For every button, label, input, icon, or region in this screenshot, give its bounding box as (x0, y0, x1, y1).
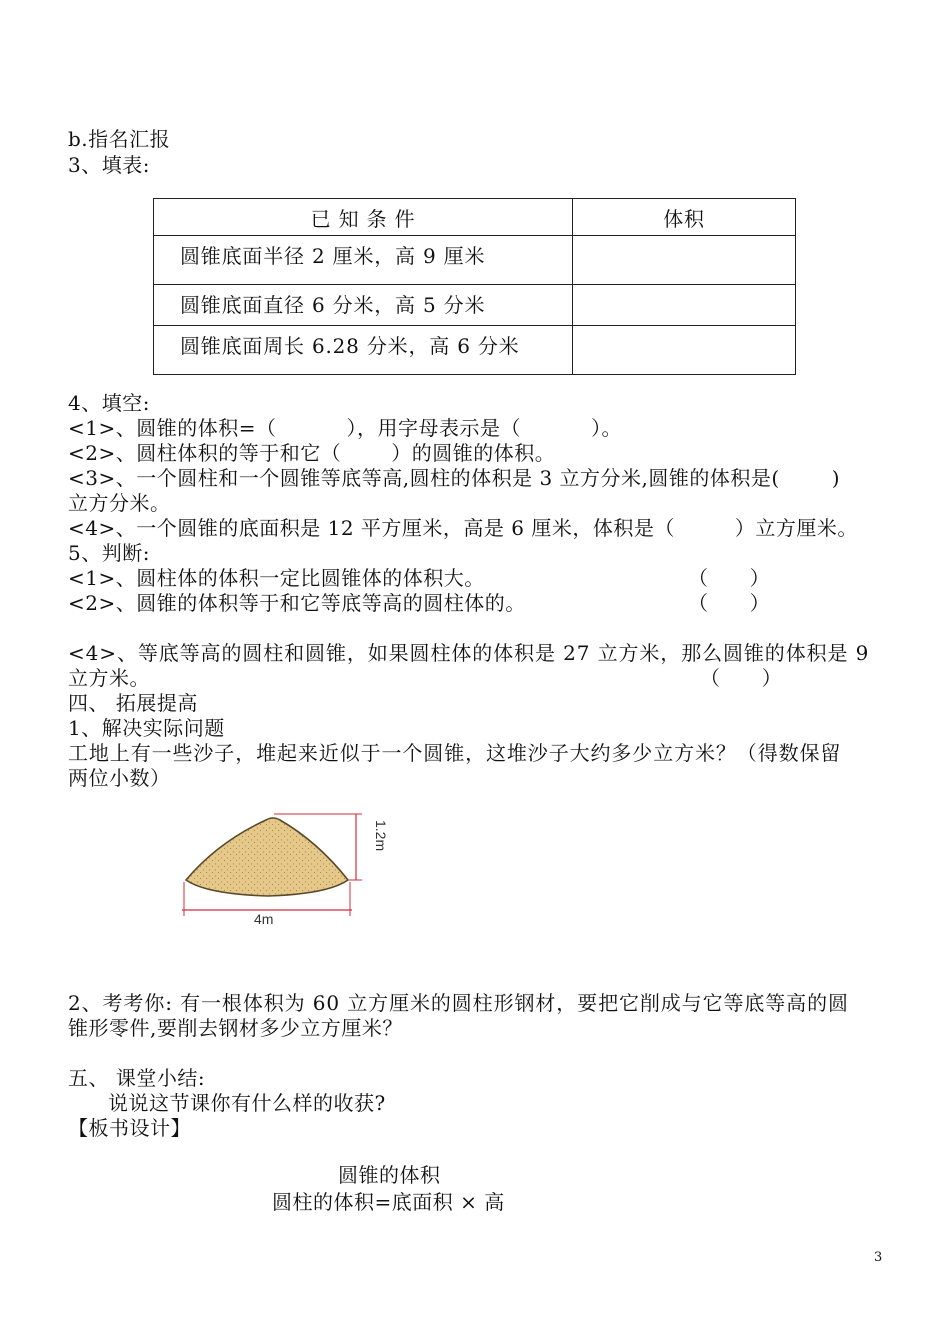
section-4-title: 4、填空: (68, 391, 150, 415)
fill-q1-text-c: ）。 (591, 416, 622, 440)
extend-p1-question: 工地上有一些沙子，堆起来近似于一个圆锥，这堆沙子大约多少立方米？（得数保留 (68, 741, 842, 765)
section-5-title: 5、判断: (68, 541, 150, 565)
judge-q2-bracket[interactable]: （ ） (688, 591, 771, 615)
condition-cell: 圆锥底面半径 2 厘米，高 9 厘米 (154, 236, 573, 285)
fill-q3-text-a: <3>、一个圆柱和一个圆锥等底等高,圆柱的体积是 3 立方分米,圆锥的体积是( (68, 466, 780, 490)
judge-q1: <1>、圆柱体的体积一定比圆锥体的体积大。 (68, 566, 485, 590)
sand-cone-drawing (178, 784, 393, 934)
extend-p1-title: 1、解决实际问题 (68, 716, 225, 740)
header-volume: 体积 (573, 199, 796, 236)
board-design-title: 【板书设计】 (68, 1116, 191, 1140)
volume-cell[interactable] (573, 285, 796, 326)
sand-cone-figure (178, 784, 393, 934)
extend-p2-question-cont: 锥形零件,要削去钢材多少立方厘米？ (68, 1016, 403, 1040)
fill-q4-text-b: ）立方厘米。 (734, 516, 858, 540)
fill-q2-text-a: <2>、圆柱体积的等于和它（ (68, 441, 342, 465)
condition-cell: 圆锥底面周长 6.28 分米，高 6 分米 (154, 326, 573, 375)
board-title: 圆锥的体积 (338, 1163, 441, 1187)
report-line: b.指名汇报 (68, 127, 171, 151)
volume-cell[interactable] (573, 236, 796, 285)
board-formula: 圆柱的体积=底面积 × 高 (272, 1190, 505, 1214)
extend-p2-question: 2、考考你: 有一根体积为 60 立方厘米的圆柱形钢材，要把它削成与它等底等高的圆 (68, 991, 849, 1015)
header-condition: 已 知 条 件 (154, 199, 573, 236)
fill-q4-text-a: <4>、一个圆锥的底面积是 12 平方厘米，高是 6 厘米，体积是（ (68, 516, 675, 540)
width-label: 4m (254, 911, 274, 927)
judge-q1-bracket[interactable]: （ ） (688, 566, 771, 590)
table-row (154, 326, 796, 375)
fill-q3 (68, 465, 840, 491)
volume-cell[interactable] (573, 326, 796, 375)
summary-text: 说说这节课你有什么样的收获? (108, 1091, 386, 1115)
sand-pile (186, 818, 348, 896)
fill-q1 (68, 415, 622, 441)
condition-cell: 圆锥底面直径 6 分米，高 5 分米 (154, 285, 573, 326)
section-extend-title: 四、 拓展提高 (68, 691, 198, 715)
table-row (154, 236, 796, 285)
judge-q4-unit: 立方米。 (68, 666, 150, 690)
fill-q1-text-b: ），用字母表示是（ (346, 416, 521, 440)
judge-q4: <4>、等底等高的圆柱和圆锥，如果圆柱体的体积是 27 立方米，那么圆锥的体积是 9 (68, 641, 870, 665)
conditions-table (153, 198, 796, 375)
section-summary-title: 五、 课堂小结: (68, 1066, 206, 1090)
section-3-title: 3、填表: (68, 153, 150, 177)
judge-q2: <2>、圆锥的体积等于和它等底等高的圆柱体的。 (68, 591, 526, 615)
fill-q2-text-b: ）的圆锥的体积。 (391, 441, 556, 465)
fill-q3-unit: 立方分米。 (68, 491, 171, 515)
fill-q2 (68, 440, 555, 466)
judge-q4-bracket[interactable]: （ ） (700, 666, 783, 690)
fill-q3-text-b: ) (831, 466, 841, 490)
fill-q4 (68, 515, 858, 541)
extend-p1-question-cont: 两位小数） (68, 766, 171, 790)
table-row (154, 285, 796, 326)
height-label: 1.2m (373, 820, 389, 852)
fill-q1-text-a: <1>、圆锥的体积=（ (68, 416, 277, 440)
page-number: 3 (874, 1250, 883, 1265)
